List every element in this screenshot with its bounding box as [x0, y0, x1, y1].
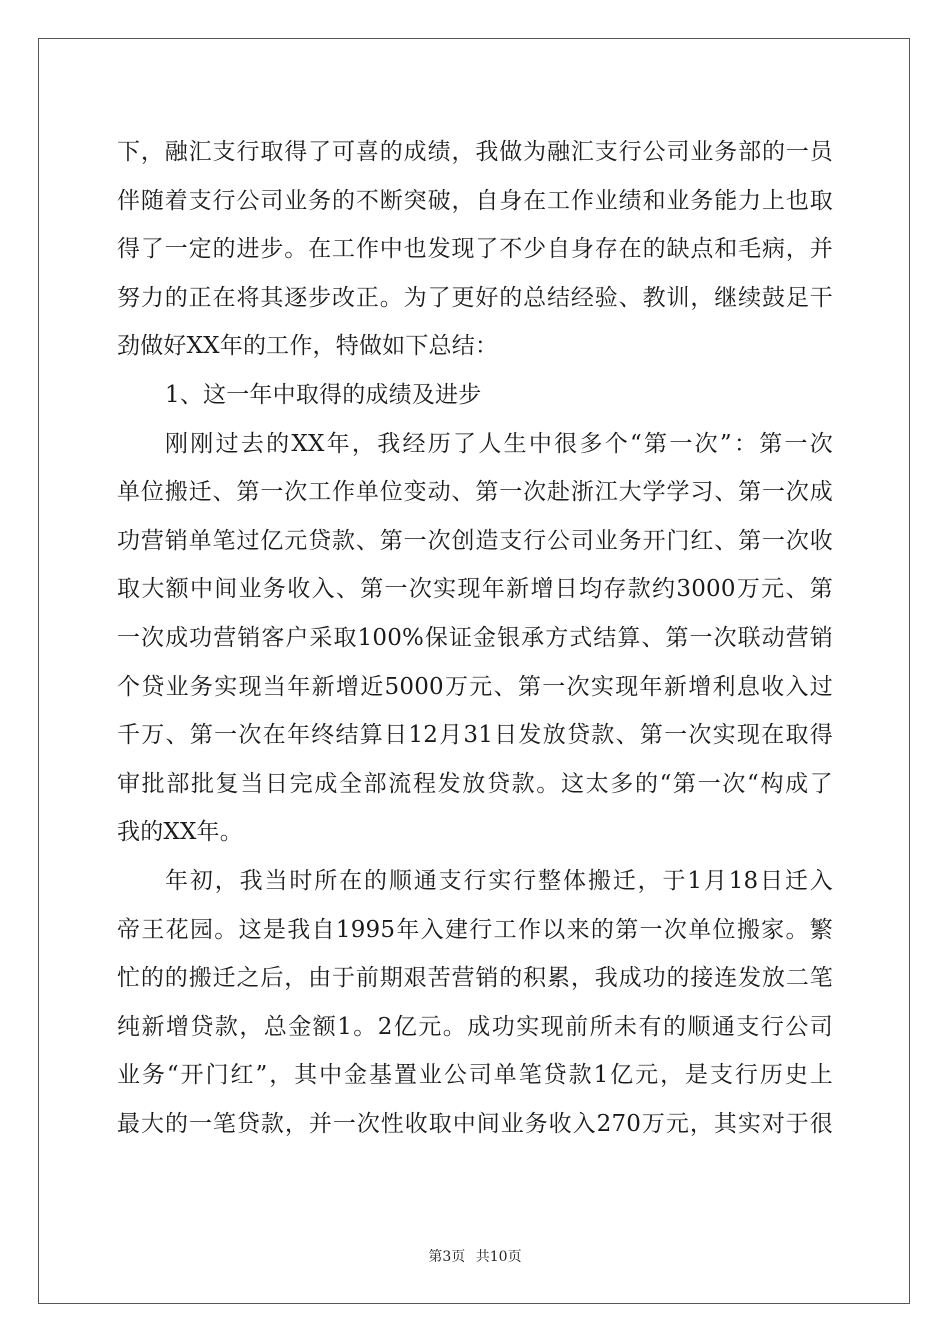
- page-footer: [0, 1246, 950, 1266]
- text-line: 刚刚过去的XX年，我经历了人生中很多个“第一次”：第一次: [165, 430, 833, 457]
- text-line: 伴随着支行公司业务的不断突破，自身在工作业绩和业务能力上也取: [117, 187, 833, 214]
- text-line: 努力的正在将其逐步改正。为了更好的总结经验、教训，继续鼓足干: [117, 284, 833, 311]
- text-line: 下，融汇支行取得了可喜的成绩，我做为融汇支行公司业务部的一员: [117, 139, 833, 165]
- text-line: 劲做好XX年的工作，特做如下总结：: [117, 333, 499, 360]
- text-line: 一次成功营销客户采取100%保证金银承方式结算、第一次联动营销: [117, 624, 833, 651]
- text-line: 最大的一笔贷款，并一次性收取中间业务收入270万元，其实对于很: [117, 1110, 833, 1137]
- text-line: 忙的的搬迁之后，由于前期艰苦营销的积累，我成功的接连发放二笔: [117, 965, 833, 992]
- text-line: 帝王花园。这是我自1995年入建行工作以来的第一次单位搬家。繁: [117, 916, 833, 943]
- text-line: 1、这一年中取得的成绩及进步: [165, 381, 482, 408]
- text-line: 千万、第一次在年终结算日12月31日发放贷款、第一次实现在取得: [117, 722, 833, 749]
- text-line: 取大额中间业务收入、第一次实现年新增日均存款约3000万元、第: [117, 576, 833, 603]
- text-line: 年初，我当时所在的顺通支行实行整体搬迁，于1月18日迁入: [165, 867, 833, 894]
- text-line: 单位搬迁、第一次工作单位变动、第一次赴浙江大学学习、第一次成: [117, 479, 833, 506]
- text-line: 得了一定的进步。在工作中也发现了不少自身存在的缺点和毛病，并: [117, 236, 833, 263]
- page-number: 第3页: [428, 1249, 466, 1265]
- text-line: 纯新增贷款，总金额1。2亿元。成功实现前所未有的顺通支行公司: [117, 1013, 833, 1040]
- text-line: 审批部批复当日完成全部流程发放贷款。这太多的“第一次“构成了: [117, 770, 833, 797]
- text-line: 个贷业务实现当年新增近5000万元、第一次实现年新增利息收入过: [117, 673, 833, 700]
- text-line: 我的XX年。: [117, 819, 243, 846]
- page-total: 共10页: [475, 1249, 522, 1265]
- text-line: 功营销单笔过亿元贷款、第一次创造支行公司业务开门红、第一次收: [117, 527, 833, 554]
- text-line: 业务“开门红”，其中金基置业公司单笔贷款1亿元，是支行历史上: [117, 1062, 833, 1089]
- document-body: [117, 128, 833, 1148]
